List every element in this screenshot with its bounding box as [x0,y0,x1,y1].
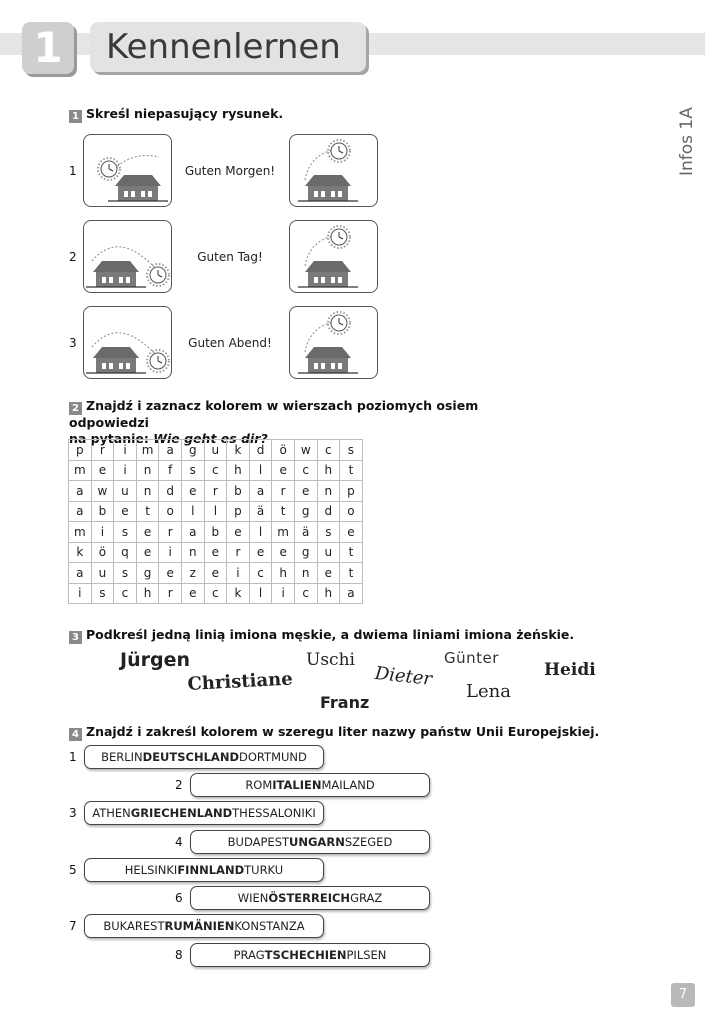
grid-cell[interactable]: c [249,563,272,584]
city-text: BERLIN [101,750,143,764]
grid-cell[interactable]: l [249,583,272,604]
picture-evening-left[interactable] [83,306,172,379]
city-text: SZEGED [344,835,393,849]
grid-cell[interactable]: n [136,481,159,502]
city-text: GRAZ [350,891,383,905]
ex4-number: 4 [69,728,82,741]
grid-cell[interactable]: ä [294,522,317,543]
greeting-2: Guten Tag! [197,250,263,264]
grid-cell[interactable]: i [114,460,137,481]
ex1-number: 1 [69,110,82,123]
grid-cell[interactable]: c [294,583,317,604]
grid-cell[interactable]: z [181,563,204,584]
letter-string-box[interactable] [190,773,430,797]
grid-cell[interactable]: e [317,563,340,584]
grid-cell[interactable]: e [181,481,204,502]
grid-cell[interactable]: h [317,460,340,481]
city-text: MAILAND [321,778,375,792]
grid-cell[interactable]: a [69,563,92,584]
grid-cell[interactable]: l [249,522,272,543]
ex3-number: 3 [69,631,82,644]
grid-row [69,542,363,563]
page-number: 7 [671,983,695,1007]
ex1-text: Skreśl niepasujący rysunek. [86,106,284,121]
name-gunter[interactable]: Günter [444,649,499,667]
picture-morning-right[interactable] [289,134,378,207]
grid-cell[interactable]: a [69,501,92,522]
letter-string-box[interactable] [190,943,430,967]
grid-cell[interactable]: n [317,481,340,502]
ex4-row-number: 4 [175,835,183,849]
grid-cell[interactable]: m [272,522,295,543]
grid-cell[interactable]: h [227,460,250,481]
grid-cell[interactable]: w [91,481,114,502]
grid-row [69,563,363,584]
grid-cell[interactable]: u [91,563,114,584]
country-name: RUMÄNIEN [164,919,235,933]
grid-cell[interactable]: m [69,522,92,543]
grid-cell[interactable]: c [294,460,317,481]
country-name: FINNLAND [177,863,245,877]
grid-cell[interactable]: l [249,460,272,481]
grid-cell[interactable]: s [317,522,340,543]
grid-cell[interactable]: s [114,563,137,584]
grid-cell[interactable]: p [227,501,250,522]
ex4-text: Znajdź i zakreśl kolorem w szeregu liter nazwy państw Unii Europejskiej. [86,724,600,739]
ex4-row-number: 8 [175,948,183,962]
country-name: TSCHECHIEN [264,948,347,962]
grid-cell[interactable]: i [159,542,182,563]
name-heidi[interactable]: Heidi [544,660,596,680]
grid-row [69,460,363,481]
grid-cell[interactable]: q [114,542,137,563]
ex2-text-line2: na pytanie: [69,431,154,446]
grid-cell[interactable]: b [204,522,227,543]
city-text: THESSALONIKI [232,806,316,820]
grid-cell[interactable]: a [340,583,363,604]
ex4-row-number: 7 [69,919,77,933]
grid-cell[interactable]: b [91,501,114,522]
ex2-number: 2 [69,402,82,415]
grid-cell[interactable]: r [272,481,295,502]
ex3-text: Podkreśl jedną linią imiona męskie, a dwiema liniami imiona żeńskie. [86,627,575,642]
grid-cell[interactable]: n [181,542,204,563]
grid-cell[interactable]: e [136,542,159,563]
letter-string-box[interactable] [84,858,324,882]
picture-evening-right[interactable] [289,306,378,379]
ex4-row-number: 2 [175,778,183,792]
country-name: GRIECHENLAND [130,806,233,820]
grid-cell[interactable]: m [69,460,92,481]
grid-row [69,440,363,461]
ex4-row-number: 6 [175,891,183,905]
city-text: BUDAPEST [227,835,290,849]
greeting-3: Guten Abend! [188,336,272,350]
grid-cell[interactable]: n [294,563,317,584]
picture-day-right[interactable] [289,220,378,293]
country-name: DEUTSCHLAND [142,750,239,764]
grid-cell[interactable]: e [114,501,137,522]
letter-string-box[interactable] [84,914,324,938]
grid-cell[interactable]: e [249,542,272,563]
grid-cell[interactable]: e [159,563,182,584]
grid-cell[interactable]: i [91,522,114,543]
grid-cell[interactable]: c [204,583,227,604]
grid-cell[interactable]: k [227,583,250,604]
ex4-row-number: 3 [69,806,77,820]
grid-cell[interactable]: o [340,501,363,522]
grid-cell[interactable]: i [227,563,250,584]
grid-cell[interactable]: a [249,481,272,502]
name-franz[interactable]: Franz [320,693,370,712]
grid-cell[interactable]: ä [249,501,272,522]
grid-cell[interactable]: a [181,522,204,543]
name-dieter[interactable]: Dieter [373,663,434,690]
grid-cell[interactable]: d [249,440,272,461]
grid-row [69,481,363,502]
grid-cell[interactable]: e [204,563,227,584]
grid-cell[interactable]: n [136,460,159,481]
ex2-text-line1: Znajdź i zaznacz kolorem w wierszach poziomych osiem odpowiedzi [69,398,479,430]
grid-cell[interactable]: e [272,542,295,563]
grid-cell[interactable]: h [272,563,295,584]
grid-cell[interactable]: t [136,501,159,522]
city-text: HELSINKI [124,863,178,877]
country-name: ITALIEN [272,778,322,792]
grid-cell[interactable]: h [317,583,340,604]
ex2-question: Wie geht es dir? [153,431,268,446]
grid-cell[interactable]: w [294,440,317,461]
grid-cell[interactable]: a [69,481,92,502]
grid-cell[interactable]: u [317,542,340,563]
ex3-instruction [69,627,574,644]
city-text: TURKU [244,863,284,877]
grid-cell[interactable]: k [69,542,92,563]
ex1-row-number: 2 [69,250,77,264]
grid-cell[interactable]: r [159,583,182,604]
grid-cell[interactable]: p [340,481,363,502]
country-name: UNGARN [289,835,345,849]
grid-cell[interactable]: d [159,481,182,502]
side-label: Infos 1A [677,107,697,176]
ex4-row-number: 5 [69,863,77,877]
grid-cell[interactable]: s [340,440,363,461]
city-text: ATHEN [92,806,131,820]
ex4-instruction [69,724,599,741]
name-jurgen[interactable]: Jürgen [120,649,190,671]
grid-cell[interactable]: g [136,563,159,584]
grid-cell[interactable]: e [227,522,250,543]
name-christiane[interactable]: Christiane [187,668,294,695]
name-uschi[interactable]: Uschi [306,650,355,670]
city-text: DORTMUND [239,750,307,764]
grid-cell[interactable]: e [204,542,227,563]
grid-cell[interactable]: o [159,501,182,522]
city-text: ROM [245,778,273,792]
grid-cell[interactable]: l [181,501,204,522]
grid-row [69,583,363,604]
grid-cell[interactable]: e [136,522,159,543]
name-lena[interactable]: Lena [466,681,511,702]
city-text: WIEN [237,891,269,905]
page-title: Kennenlernen [90,22,366,72]
grid-cell[interactable]: g [294,501,317,522]
grid-cell[interactable]: e [272,460,295,481]
grid-cell[interactable]: m [136,440,159,461]
grid-cell[interactable]: r [159,522,182,543]
city-text: KONSTANZA [234,919,305,933]
grid-row [69,522,363,543]
grid-cell[interactable]: e [294,481,317,502]
city-text: PRAG [233,948,265,962]
grid-cell[interactable]: ö [272,440,295,461]
grid-cell[interactable]: s [114,522,137,543]
grid-cell[interactable]: e [181,583,204,604]
grid-cell[interactable]: i [114,440,137,461]
grid-cell[interactable]: b [227,481,250,502]
letter-string-box[interactable] [84,745,324,769]
letter-string-box[interactable] [190,886,430,910]
grid-cell[interactable]: t [272,501,295,522]
ex1-row-number: 3 [69,336,77,350]
grid-cell[interactable]: g [181,440,204,461]
picture-day-left[interactable] [83,220,172,293]
grid-cell[interactable]: t [340,563,363,584]
grid-row [69,501,363,522]
grid-cell[interactable]: a [159,440,182,461]
grid-cell[interactable]: e [340,522,363,543]
grid-cell[interactable]: r [204,481,227,502]
city-text: BUKAREST [103,919,165,933]
ex1-row-number: 1 [69,164,77,178]
ex4-row-number: 1 [69,750,77,764]
grid-cell[interactable]: g [294,542,317,563]
grid-cell[interactable]: h [136,583,159,604]
grid-cell[interactable]: c [317,440,340,461]
letter-string-box[interactable] [190,830,430,854]
grid-cell[interactable]: s [181,460,204,481]
ex1-instruction [69,106,283,123]
greeting-1: Guten Morgen! [184,164,276,178]
letter-string-box[interactable] [84,801,324,825]
grid-cell[interactable]: e [91,460,114,481]
grid-cell[interactable]: s [91,583,114,604]
grid-cell[interactable]: c [204,460,227,481]
city-text: PILSEN [346,948,387,962]
grid-cell[interactable]: u [114,481,137,502]
grid-cell[interactable]: t [340,542,363,563]
grid-cell[interactable]: r [91,440,114,461]
grid-cell[interactable]: ö [91,542,114,563]
grid-cell[interactable]: k [227,440,250,461]
grid-cell[interactable]: l [204,501,227,522]
chapter-number: 1 [22,22,74,74]
grid-cell[interactable]: d [317,501,340,522]
country-name: ÖSTERREICH [268,891,351,905]
grid-cell[interactable]: f [159,460,182,481]
word-search-grid[interactable] [68,439,363,604]
grid-cell[interactable]: i [272,583,295,604]
grid-cell[interactable]: u [204,440,227,461]
grid-cell[interactable]: i [69,583,92,604]
grid-cell[interactable]: c [114,583,137,604]
grid-cell[interactable]: r [227,542,250,563]
grid-cell[interactable]: t [340,460,363,481]
grid-cell[interactable]: p [69,440,92,461]
picture-morning-left[interactable] [83,134,172,207]
